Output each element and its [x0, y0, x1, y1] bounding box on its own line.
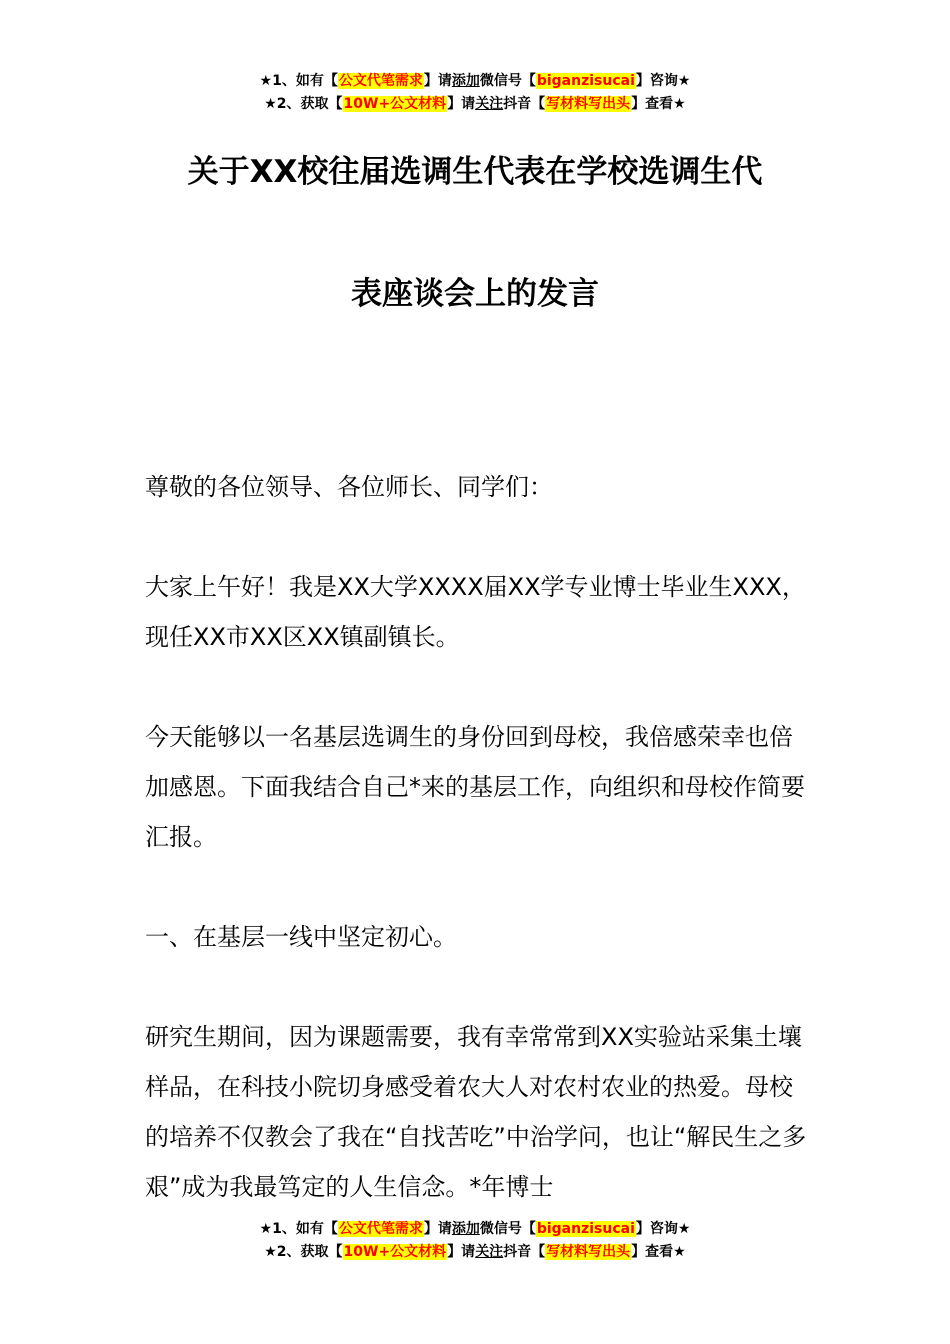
footer-promo [0, 1218, 950, 1264]
promo-text: 】请 [447, 96, 476, 112]
promo-highlight: 写材料写出头 [546, 1244, 631, 1260]
promo-text: 】请 [423, 73, 452, 89]
body-paragraph: 今天能够以一名基层选调生的身份回到母校，我倍感荣幸也倍加感恩。下面我结合自己*来的基层工作，向组织和母校作简要汇报。 [145, 723, 805, 851]
document-title-line-2: 表座谈会上的发言 [351, 276, 599, 312]
promo-highlight: 写材料写出头 [546, 96, 631, 112]
promo-line-2 [0, 1241, 950, 1264]
promo-highlight: 公文代笔需求 [338, 1221, 423, 1237]
promo-text: 】查看★ [631, 96, 686, 112]
promo-text: 】请 [447, 1244, 476, 1260]
promo-text: 微信号【 [479, 1221, 536, 1237]
body-paragraph: 研究生期间，因为课题需要，我有幸常常到XX实验站采集土壤样品，在科技小院切身感受着农大人对农村农业的热爱。母校的培养不仅教会了我在“自找苦吃”中治学问，也让“解民生之多艰”成为我最笃定的人生信念。*年博士 [145, 1023, 807, 1201]
promo-text: 抖音【 [503, 96, 546, 112]
promo-highlight: biganzisucai [536, 1221, 635, 1237]
promo-highlight: biganzisucai [536, 73, 635, 89]
header-promo [0, 70, 950, 116]
promo-text: 微信号【 [479, 73, 536, 89]
promo-text: 】咨询★ [635, 73, 691, 89]
salutation: 尊敬的各位领导、各位师长、同学们： [145, 473, 553, 501]
promo-underlined: 关注 [475, 1244, 504, 1260]
promo-highlight: 10W+公文材料 [343, 1244, 447, 1260]
promo-underlined: 添加 [451, 73, 480, 89]
promo-underlined: 添加 [451, 1221, 480, 1237]
promo-underlined: 关注 [475, 96, 504, 112]
promo-text: 】请 [423, 1221, 452, 1237]
promo-line-1 [0, 70, 950, 93]
promo-highlight: 公文代笔需求 [338, 73, 423, 89]
body-paragraph: 大家上午好！我是XX大学XXXX届XX学专业博士毕业生XXX，现任XX市XX区XX镇副镇长。 [145, 573, 806, 651]
promo-text: ★2、获取【 [264, 1244, 343, 1260]
promo-highlight: 10W+公文材料 [343, 96, 447, 112]
promo-text: ★1、如有【 [259, 73, 338, 89]
promo-text: 】查看★ [631, 1244, 686, 1260]
promo-text: 】咨询★ [635, 1221, 691, 1237]
promo-text: 抖音【 [503, 1244, 546, 1260]
promo-line-2 [0, 93, 950, 116]
promo-text: ★1、如有【 [259, 1221, 338, 1237]
section-heading: 一、在基层一线中坚定初心。 [145, 923, 457, 951]
promo-text: ★2、获取【 [264, 96, 343, 112]
promo-line-1 [0, 1218, 950, 1241]
document-body [145, 462, 810, 1212]
document-title-line-1: 关于XX校往届选调生代表在学校选调生代 [187, 154, 763, 190]
